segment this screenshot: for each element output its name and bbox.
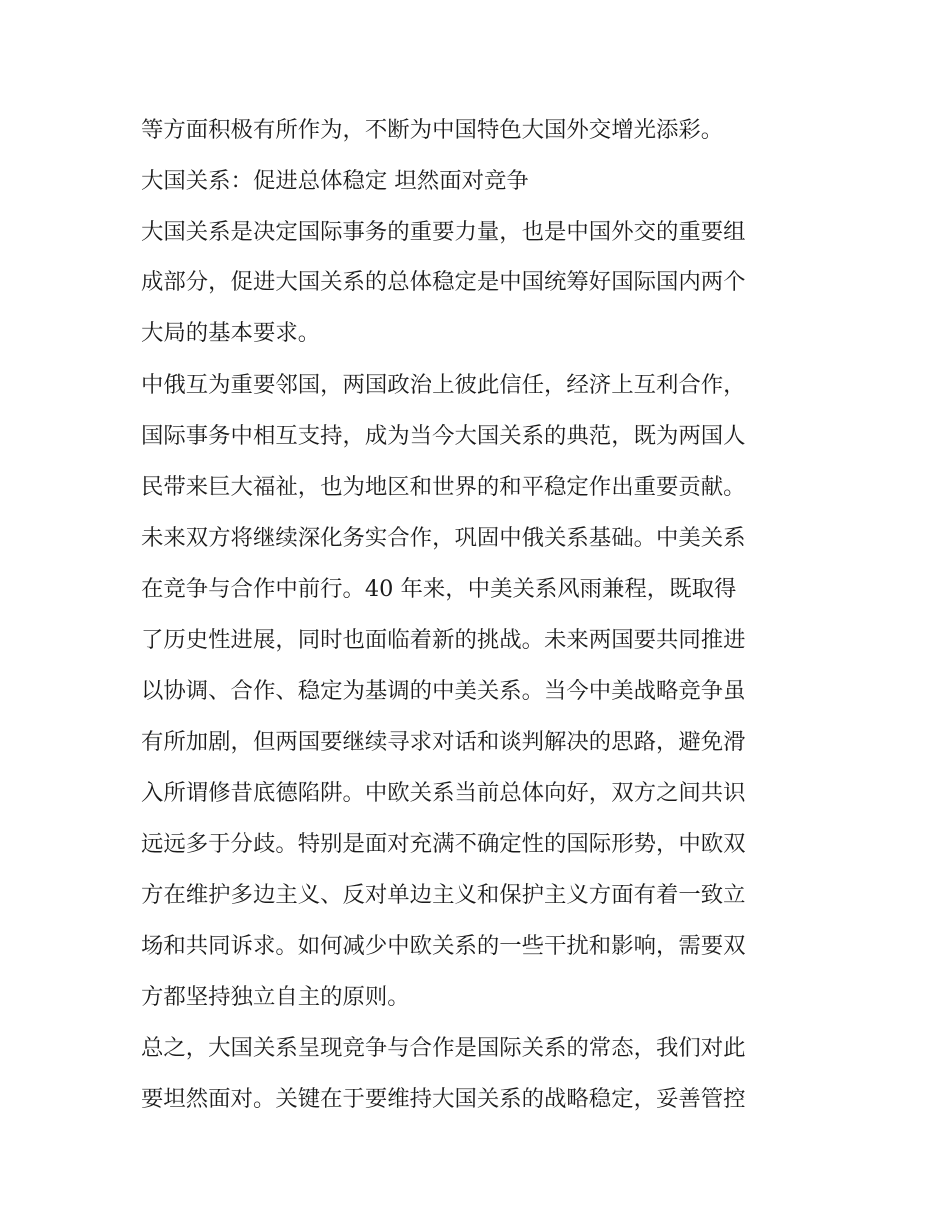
text-line: 大局的基本要求。 <box>141 320 321 346</box>
text-line: 中俄互为重要邻国，两国政治上彼此信任，经济上互利合作， <box>141 372 746 398</box>
text-line: 等方面积极有所作为，不断为中国特色大国外交增光添彩。 <box>141 117 724 143</box>
text-line: 方在维护多边主义、反对单边主义和保护主义方面有着一致立 <box>141 882 746 908</box>
text-line: 要坦然面对。关键在于要维持大国关系的战略稳定，妥善管控 <box>141 1086 746 1112</box>
text-line: 远远多于分歧。特别是面对充满不确定性的国际形势，中欧双 <box>141 831 746 857</box>
text-line: 未来双方将继续深化务实合作，巩固中俄关系基础。中美关系 <box>141 525 746 551</box>
text-line: 大国关系是决定国际事务的重要力量，也是中国外交的重要组 <box>141 219 746 245</box>
text-line: 了历史性进展，同时也面临着新的挑战。未来两国要共同推进 <box>141 627 746 653</box>
text-line: 在竞争与合作中前行。40 年来，中美关系风雨兼程，既取得 <box>141 576 737 602</box>
text-line: 总之，大国关系呈现竞争与合作是国际关系的常态，我们对此 <box>141 1035 746 1061</box>
text-line: 成部分，促进大国关系的总体稳定是中国统筹好国际国内两个 <box>141 269 746 295</box>
text-line: 有所加剧，但两国要继续寻求对话和谈判解决的思路，避免滑 <box>141 729 746 755</box>
text-line: 民带来巨大福祉，也为地区和世界的和平稳定作出重要贡献。 <box>141 474 746 500</box>
text-line: 以协调、合作、稳定为基调的中美关系。当今中美战略竞争虽 <box>141 678 746 704</box>
section-heading: 大国关系：促进总体稳定 坦然面对竞争 <box>141 168 529 194</box>
text-line: 入所谓修昔底德陷阱。中欧关系当前总体向好，双方之间共识 <box>141 780 746 806</box>
text-line: 场和共同诉求。如何减少中欧关系的一些干扰和影响，需要双 <box>141 933 746 959</box>
text-line: 方都坚持独立自主的原则。 <box>141 984 410 1010</box>
text-line: 国际事务中相互支持，成为当今大国关系的典范，既为两国人 <box>141 423 746 449</box>
